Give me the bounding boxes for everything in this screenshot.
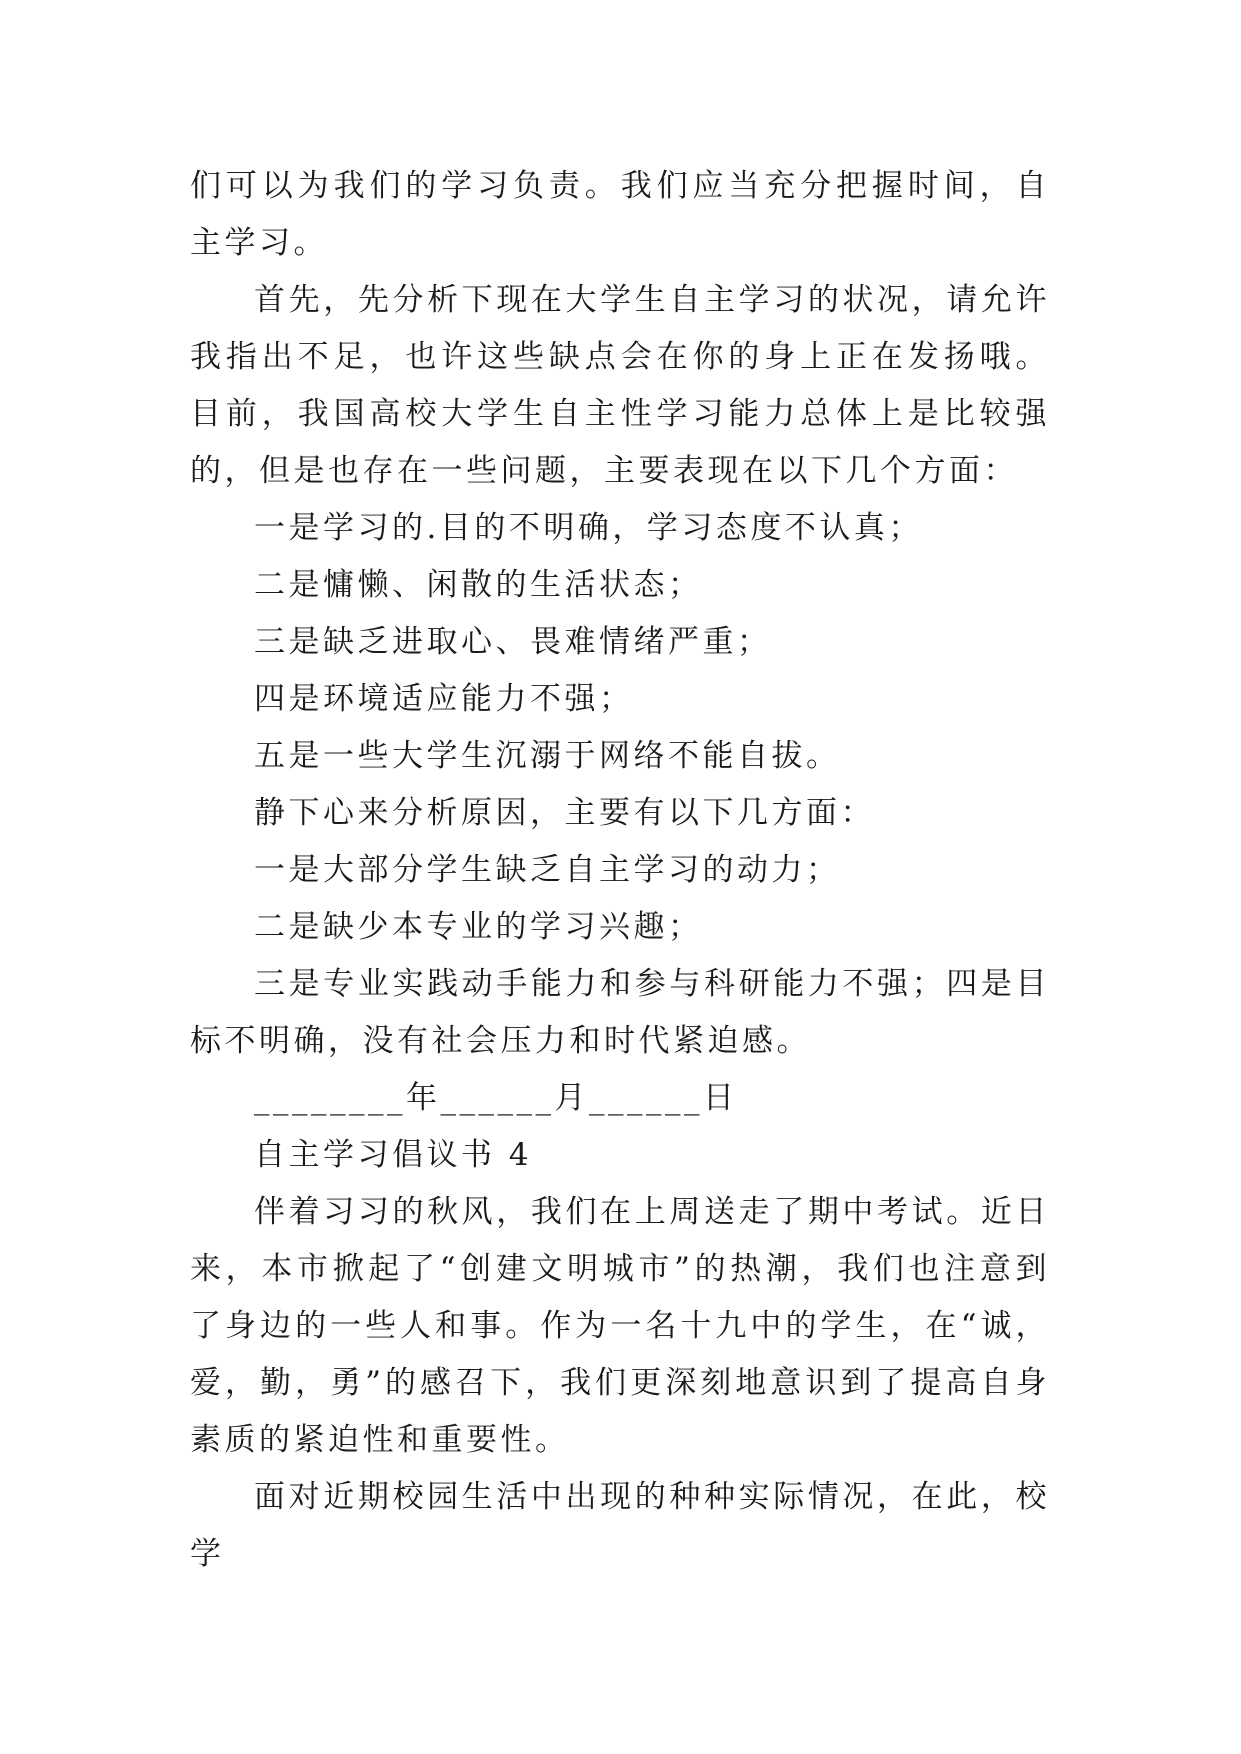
list-item: 三是缺乏进取心、畏难情绪严重；: [254, 624, 772, 660]
list-item: 三是专业实践动手能力和参与科研能力不强；四是目标不明确，没有社会压力和时代紧迫感。: [190, 966, 1050, 1059]
list-item: 二是缺少本专业的学习兴趣；: [254, 909, 703, 945]
section-heading: 自主学习倡议书 4: [254, 1137, 533, 1173]
paragraph: 们可以为我们的学习负责。我们应当充分把握时间，自主学习。: [190, 168, 1050, 261]
paragraph: 面对近期校园生活中出现的种种实际情况，在此，校学: [190, 1479, 1050, 1572]
paragraph: 伴着习习的秋风，我们在上周送走了期中考试。近日来，本市掀起了“创建文明城市”的热潮，我们也注意到了身边的一些人和事。作为一名十九中的学生，在“诚，爱，勤，勇”的感召下，我们更深刻地意识到了提高自身素质的紧迫性和重要性。: [190, 1194, 1050, 1458]
date-line: ________年______月______日: [254, 1080, 738, 1116]
list-item: 二是慵懒、闲散的生活状态；: [254, 567, 703, 603]
list-item: 一是大部分学生缺乏自主学习的动力；: [254, 852, 841, 888]
list-item: 一是学习的.目的不明确，学习态度不认真；: [254, 510, 923, 546]
document-body: [190, 158, 1050, 1583]
list-item: 五是一些大学生沉溺于网络不能自拔。: [254, 738, 841, 774]
paragraph: 静下心来分析原因，主要有以下几方面：: [254, 795, 875, 831]
paragraph: 首先，先分析下现在大学生自主学习的状况，请允许我指出不足，也许这些缺点会在你的身上正在发扬哦。目前，我国高校大学生自主性学习能力总体上是比较强的，但是也存在一些问题，主要表现在以下几个方面：: [190, 282, 1050, 489]
list-item: 四是环境适应能力不强；: [254, 681, 634, 717]
